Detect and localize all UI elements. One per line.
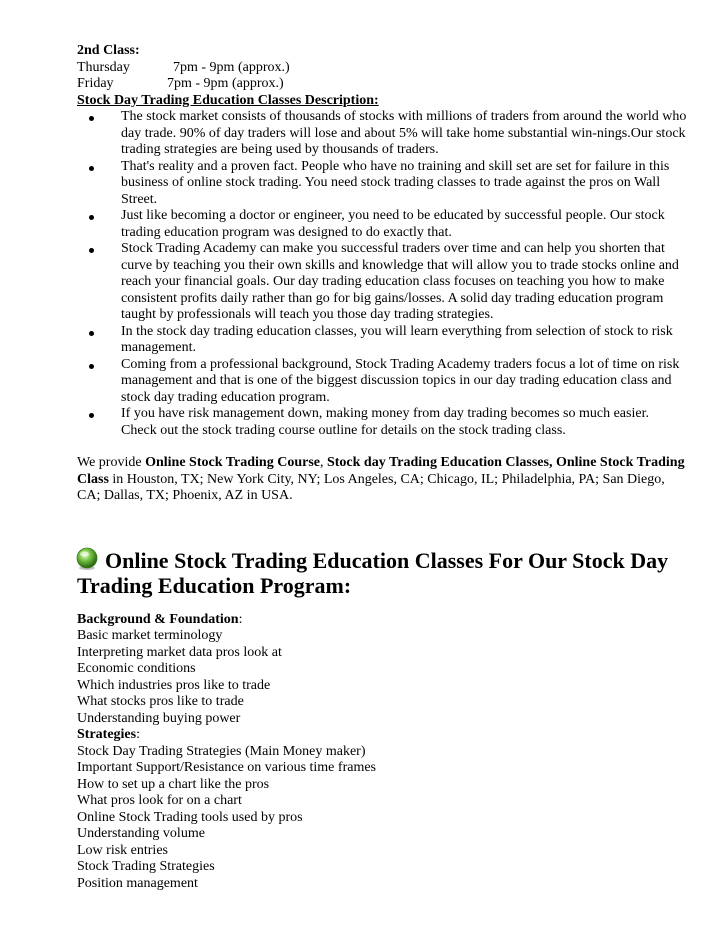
list-item: Position management [77, 875, 198, 891]
list-item: Important Support/Resistance on various time frames [77, 760, 376, 775]
list-item [77, 406, 687, 439]
bullet-icon [89, 215, 94, 220]
course-outline [77, 612, 687, 893]
document-content [77, 43, 687, 892]
list-item: Which industries pros like to trade [77, 677, 271, 693]
bullet-icon [89, 364, 94, 369]
green-orb-bullet-icon [75, 547, 99, 571]
list-item: How to set up a chart like the pros [77, 776, 270, 792]
list-item-text: In the stock day trading education classes, you will learn everything from selection of stock to risk management. [121, 323, 673, 355]
list-item: What pros look for on a chart [77, 793, 242, 808]
list-item-text: Stock Trading Academy can make you successful traders over time and can help you shorten that curve by teaching you their own skills and knowledge that will allow you to trade stocks online and reach your financial goals. Our day trading education class focuses on teaching you how to make consistent profits daily rather than go for big gains/losses. A solid day trading education program taught by professionals will teach you those day trading strategies. [121, 241, 679, 322]
list-item [77, 208, 687, 241]
list-item: Interpreting market data pros look at [77, 644, 282, 660]
provide-intro: We provide [77, 455, 146, 470]
section-heading-text: Online Stock Trading Education Classes For Our Stock Day Trading Education Program: [77, 547, 669, 598]
list-item: Online Stock Trading tools used by pros [77, 809, 303, 825]
provide-course: Online Stock Trading Course [145, 455, 320, 470]
description-list [77, 109, 687, 439]
description-title: Stock Day Trading Education Classes Description: [77, 92, 379, 108]
outline-label [77, 612, 687, 629]
bullet-icon [89, 166, 94, 171]
list-item: Understanding volume [77, 826, 205, 841]
provide-separator: , [319, 455, 327, 470]
list-item [77, 241, 687, 324]
schedule-time: 7pm - 9pm (approx.) [167, 76, 284, 91]
list-item-text: The stock market consists of thousands of stocks with millions of traders from around the world who day trade. 90% of day traders will lose and about 5% will take home substantial win-nings.Our stock trading strategies are being used by thousands of traders. [121, 109, 687, 157]
list-item-text: That's reality and a proven fact. People who have no training and skill set are set for failure in this business of online stock trading. You need stock trading classes to trade against the pros on Wall Street. [121, 158, 670, 207]
list-item: Understanding buying power [77, 710, 241, 726]
outline-label [77, 727, 687, 744]
list-item [77, 324, 687, 357]
list-item: Stock Day Trading Strategies (Main Money maker) [77, 743, 366, 759]
list-item: Economic conditions [77, 661, 196, 676]
list-item: Stock Trading Strategies [77, 859, 215, 874]
background-label: Background & Foundation [77, 611, 239, 627]
section-heading [77, 547, 687, 598]
locations-paragraph [77, 455, 687, 505]
provide-locations: in Houston, TX; New York City, NY; Los Angeles, CA; Chicago, IL; Philadelphia, PA; San Diego, CA; Dallas, TX; Phoenix, AZ in USA. [77, 471, 665, 503]
strategies-label: Strategies [77, 727, 137, 742]
colon: : [238, 611, 243, 627]
schedule-row [77, 76, 687, 93]
list-item: What stocks pros like to trade [77, 694, 244, 709]
schedule-day: Friday [77, 76, 114, 91]
bullet-icon [89, 248, 94, 253]
schedule-row [77, 60, 687, 77]
class-label: 2nd Class: [77, 43, 140, 58]
list-item [77, 159, 687, 209]
list-item-text: If you have risk management down, making money from day trading becomes so much easier. Check out the stock trading course outline for details on the stock trading class. [121, 406, 649, 438]
list-item-text: Coming from a professional background, Stock Trading Academy traders focus a lot of time on risk management and that is one of the biggest discussion topics in our day trading education class and stock day trading education program. [121, 356, 680, 405]
list-item: Low risk entries [77, 842, 168, 858]
schedule-time: 7pm - 9pm (approx.) [173, 59, 290, 75]
list-item: Basic market terminology [77, 628, 223, 643]
list-item-text: Just like becoming a doctor or engineer, you need to be educated by successful people. Our stock trading education program was designed to do exactly that. [121, 208, 665, 240]
bullet-icon [89, 413, 94, 418]
list-item [77, 357, 687, 407]
schedule-day: Thursday [77, 59, 130, 75]
provide-classes: Stock day Trading Education Classes, Online Stock Trading Class [77, 455, 685, 487]
bullet-icon [89, 331, 94, 336]
colon: : [136, 727, 140, 742]
bullet-icon [89, 116, 94, 121]
list-item [77, 109, 687, 159]
